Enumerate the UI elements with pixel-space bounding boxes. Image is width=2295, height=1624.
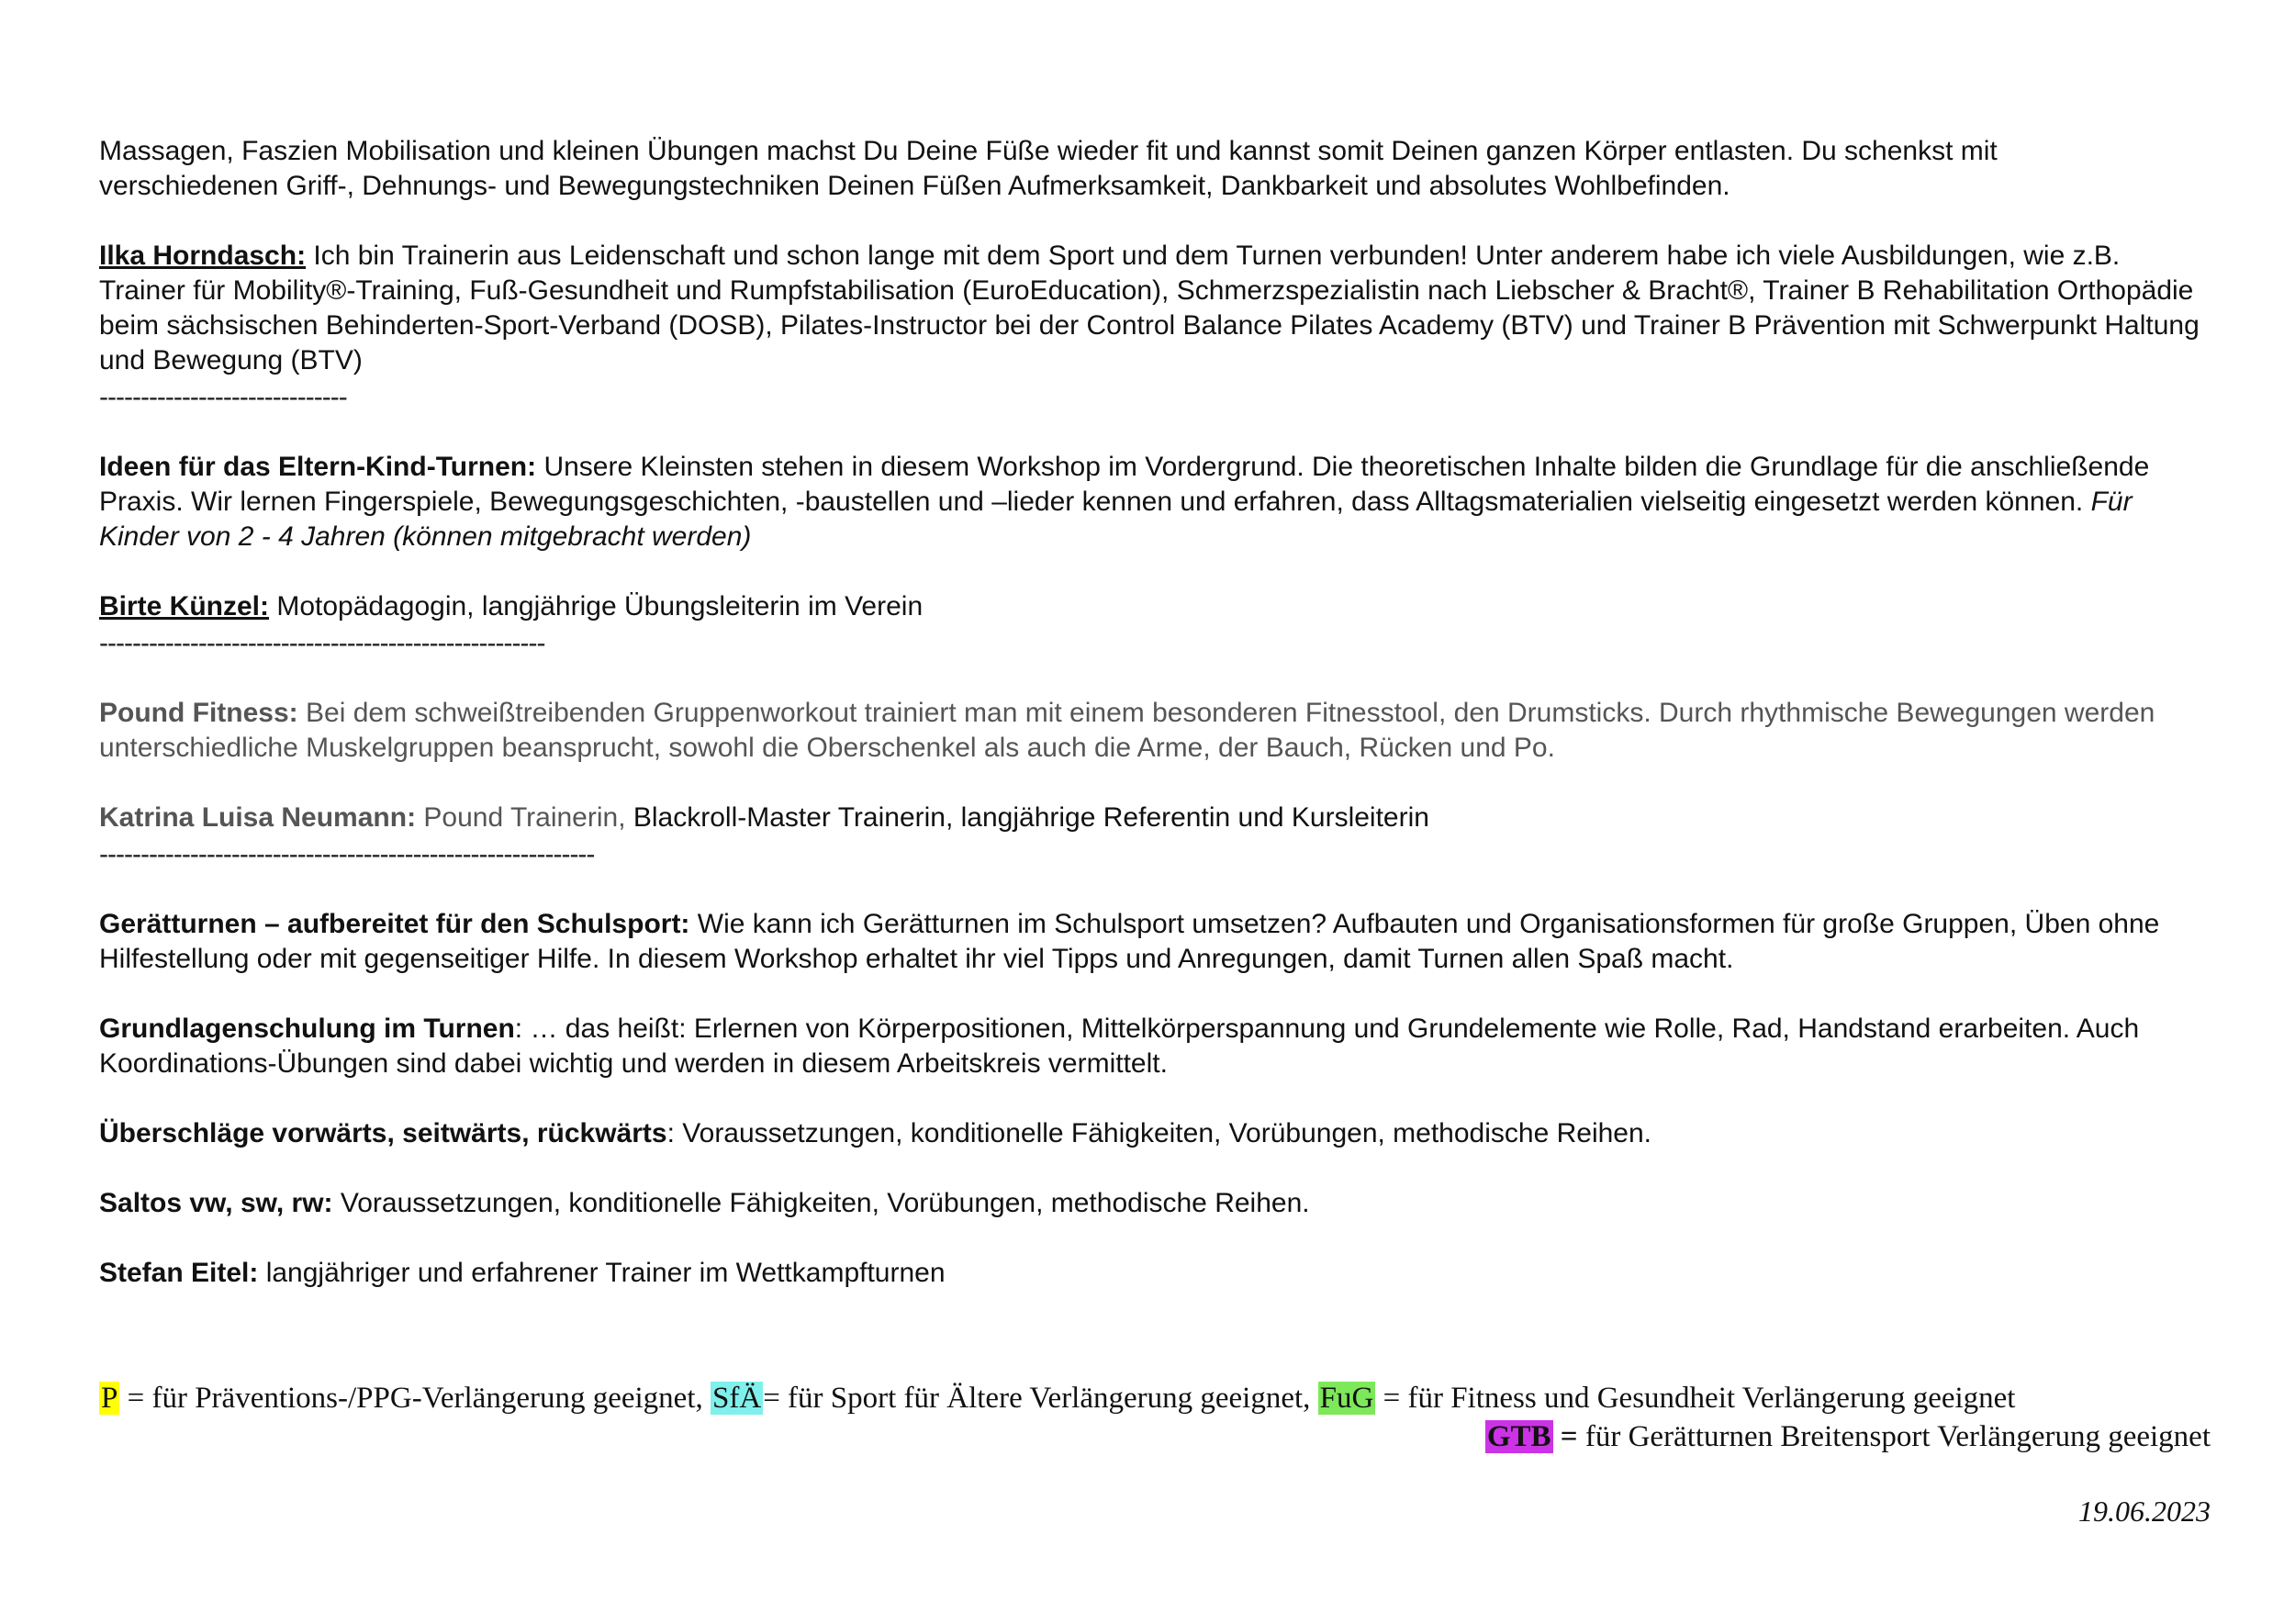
geraetturnen-text: Wie kann ich Gerätturnen im Schulsport umsetzen? Aufbauten und Organisationsformen für große Gruppen, Üben ohne Hilfestellung oder mit gegenseitiger Hilfe. In diesem Workshop erhaltet ihr viel Tipps und Anregungen, damit Turnen allen Spaß macht. <box>99 909 2160 974</box>
legend-text-sfa: = für Sport für Ältere Verlängerung geeignet, <box>763 1382 1318 1415</box>
katrina-bio <box>99 801 2211 835</box>
saltos-workshop <box>99 1186 2211 1221</box>
legend-text-fug: = für Fitness und Gesundheit Verlängerung geeignet <box>1375 1382 2016 1415</box>
saltos-text: Voraussetzungen, konditionelle Fähigkeiten, Vorübungen, methodische Reihen. <box>332 1188 1310 1218</box>
ueberschlaege-title: Überschläge vorwärts, seitwärts, rückwärts <box>99 1118 667 1148</box>
katrina-name: Katrina Luisa Neumann: <box>99 802 417 833</box>
ilka-text: Ich bin Trainerin aus Leidenschaft und schon lange mit dem Sport und dem Turnen verbunden! Unter anderem habe ich viele Ausbildungen, wie z.B. Trainer für Mobility®-Training, Fuß-Gesundheit und Rumpfstabilisation (EuroEducation), Schmerzspezialistin nach Liebscher & Bracht®, Trainer B Rehabilitation Orthopädie beim sächsischen Behinderten-Sport-Verband (DOSB), Pilates-Instructor bei der Control Balance Pilates Academy (BTV) und Trainer B Prävention mit Schwerpunkt Haltung und Bewegung (BTV) <box>99 241 2200 375</box>
birte-text: Motopädagogin, langjährige Übungsleiterin im Verein <box>269 591 924 622</box>
legend-text-gtb: für Gerätturnen Breitensport Verlängerung geeignet <box>1577 1420 2211 1453</box>
saltos-title: Saltos vw, sw, rw: <box>99 1188 333 1218</box>
birte-name: Birte Künzel: <box>99 591 270 622</box>
eltern-kind-workshop <box>99 450 2211 554</box>
stefan-text: langjähriger und erfahrener Trainer im Wettkampfturnen <box>258 1258 946 1288</box>
document-date: 19.06.2023 <box>2078 1495 2211 1528</box>
pound-title: Pound Fitness: <box>99 698 298 728</box>
ueberschlaege-workshop <box>99 1116 2211 1151</box>
intro-line-1: Massagen, Faszien Mobilisation und kleinen Übungen machst Du Deine Füße wieder fit und kannst somit Deinen ganzen Körper entlasten. Du schenkst mit <box>99 136 1998 166</box>
ueberschlaege-text: : Voraussetzungen, konditionelle Fähigkeiten, Vorübungen, methodische Reihen. <box>666 1118 1652 1148</box>
separator: ------------------------------------------------------ <box>99 628 545 658</box>
geraetturnen-title: Gerätturnen – aufbereitet für den Schulsport: <box>99 909 690 939</box>
birte-bio <box>99 589 2211 624</box>
grundlagen-title: Grundlagenschulung im Turnen <box>99 1014 515 1044</box>
ilka-name: Ilka Horndasch: <box>99 241 307 271</box>
legend-text-p: = für Präventions-/PPG-Verlängerung geeignet, <box>119 1382 711 1415</box>
ilka-bio <box>99 239 2211 378</box>
geraetturnen-workshop <box>99 907 2211 977</box>
legend-tag-gtb: GTB <box>1486 1420 1551 1453</box>
legend-tag-fug: FuG <box>1319 1382 1374 1415</box>
document-body <box>99 134 2211 1291</box>
legend-equals-gtb: = <box>1552 1420 1578 1453</box>
legend-tag-sfa: SfÄ <box>712 1382 762 1415</box>
eltern-kind-title: Ideen für das Eltern-Kind-Turnen: <box>99 452 537 482</box>
stefan-name: Stefan Eitel: <box>99 1258 259 1288</box>
pound-text: Bei dem schweißtreibenden Gruppenworkout trainiert man mit einem besonderen Fitnesstool, den Drumsticks. Durch rhythmische Bewegungen werden unterschiedliche Muskelgruppen beansprucht, sowohl die Oberschenkel als auch die Arme, der Bauch, Rücken und Po. <box>99 698 2155 763</box>
legend-line-2 <box>99 1417 2211 1456</box>
intro-paragraph <box>99 134 2211 204</box>
eltern-kind-note: Für Kinder von 2 - 4 Jahren (können mitgebracht werden) <box>99 487 2133 552</box>
pound-workshop <box>99 696 2211 766</box>
legend-line-1 <box>99 1379 2211 1417</box>
grundlagen-text: : … das heißt: Erlernen von Körperpositionen, Mittelkörperspannung und Grundelemente wie Rolle, Rad, Handstand erarbeiten. Auch Koordinations-Übungen sind dabei wichtig und werden in diesem Arbeitskreis vermittelt. <box>99 1014 2140 1079</box>
separator: ------------------------------ <box>99 382 347 412</box>
legend-tag-p: P <box>101 1382 118 1415</box>
stefan-bio <box>99 1256 2211 1291</box>
intro-line-2: verschiedenen Griff-, Dehnungs- und Bewegungstechniken Deinen Füßen Aufmerksamkeit, Dankbarkeit und absolutes Wohlbefinden. <box>99 171 1730 201</box>
katrina-text-gray: Pound Trainerin, <box>416 802 626 833</box>
grundlagen-workshop <box>99 1012 2211 1081</box>
eltern-kind-text: Unsere Kleinsten stehen in diesem Workshop im Vordergrund. Die theoretischen Inhalte bilden die Grundlage für die anschließende Praxis. Wir lernen Fingerspiele, Bewegungsgeschichten, -baustellen und –lieder kennen und erfahren, dass Alltagsmaterialien vielseitig eingesetzt werden können. <box>99 452 2150 517</box>
legend <box>99 1379 2211 1456</box>
katrina-text: Blackroll-Master Trainerin, langjährige Referentin und Kursleiterin <box>625 802 1429 833</box>
separator: ------------------------------------------------------------ <box>99 839 595 869</box>
